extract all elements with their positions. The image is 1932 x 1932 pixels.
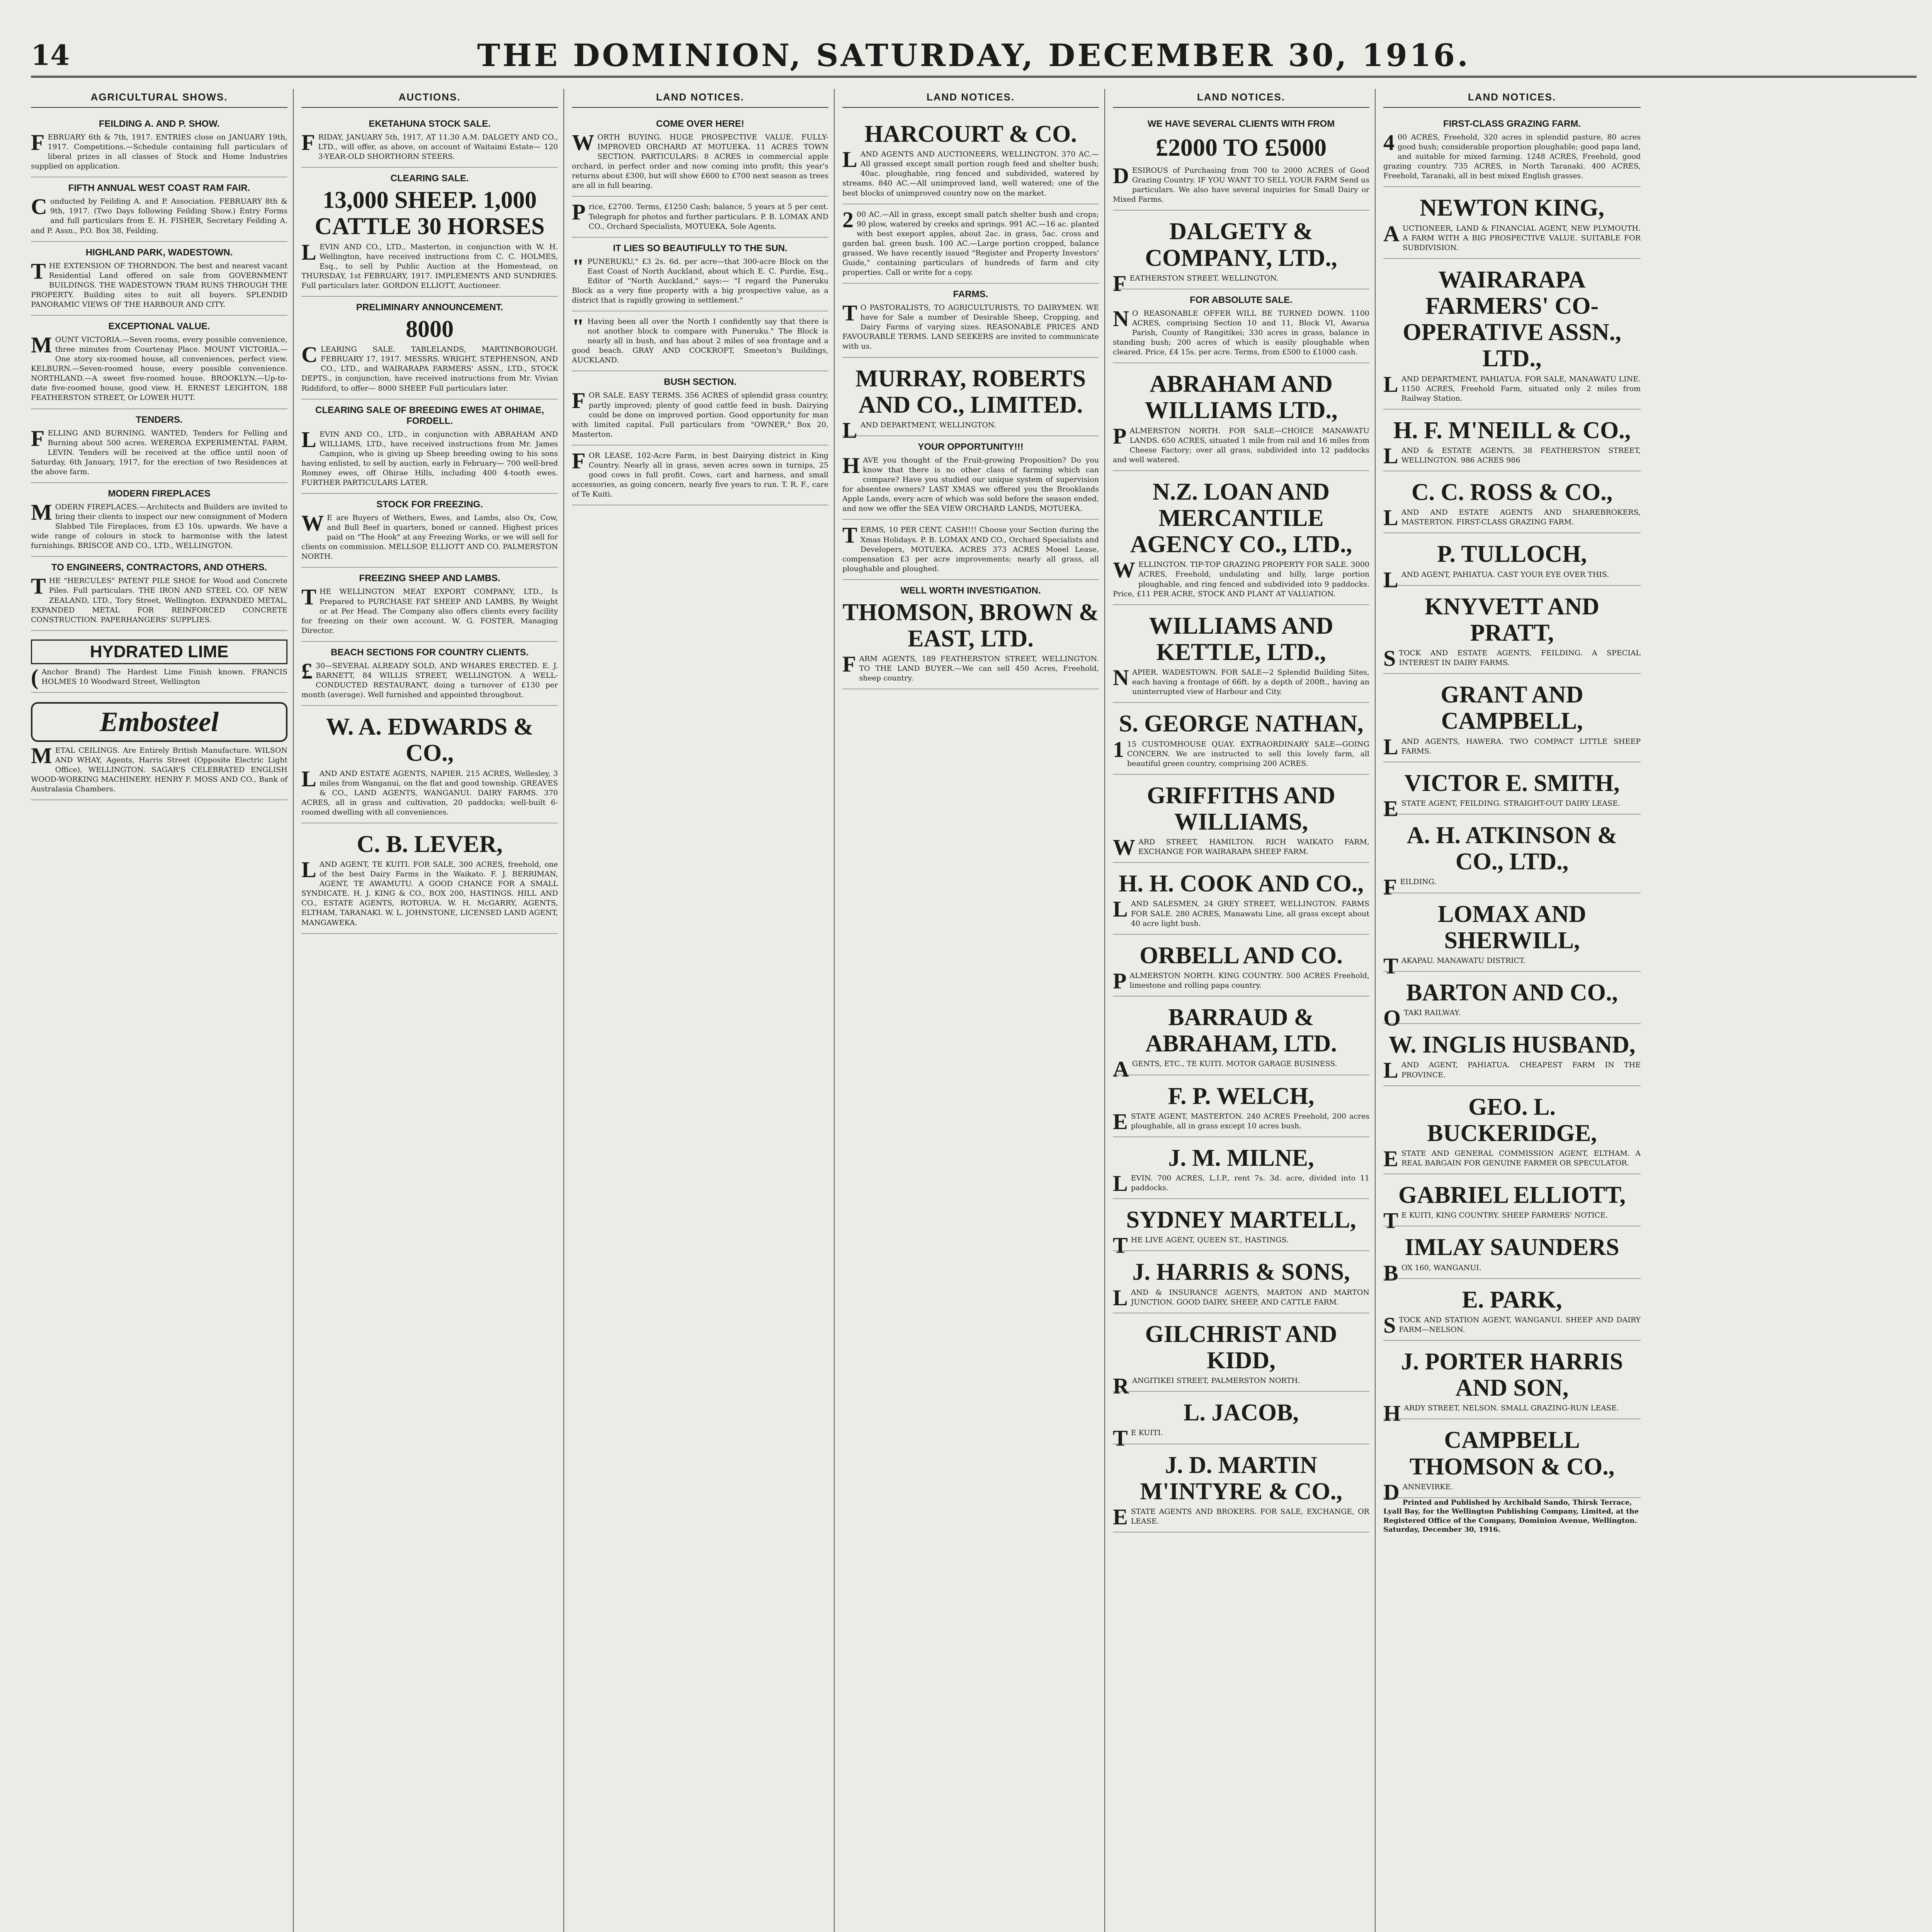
column-3 (572, 89, 835, 1932)
ad-body: LAND AGENT, TE KUITI. FOR SALE, 300 ACRES, freehold, one of the best Dairy Farms in the Waikato. F. J. BERRIMAN, AGENT, TE AWAMUTU. A GOOD CHANCE FOR A SMALL SYNDICATE. H. J. KING & CO., BOX 200, HASTINGS. HILL AND CO., ESTATE AGENTS, ROTORUA. W. H. McGARRY, AGENTS, ELTHAM, TARANAKI. W. L. JOHNSTONE, LICENSED LAND AGENT, MANGAWEKA. (301, 857, 558, 927)
ad-body: ESTATE AGENTS AND BROKERS. FOR SALE, EXCHANGE, OR LEASE. (1113, 1504, 1369, 1529)
advertiser-name: DALGETY & COMPANY, LTD., (1145, 218, 1337, 271)
advertiser-name: ORBELL AND CO. (1139, 942, 1343, 969)
column-1 (31, 89, 294, 1932)
advertisement (842, 520, 1099, 580)
ad-body: OTAKI RAILWAY. (1383, 1005, 1461, 1031)
drop-cap: T (842, 300, 857, 326)
imprint-line: Printed and Published by Archibald Sando, Thirsk Terrace, Lyall Bay, for the Wellington Publishing Company, Limited, at the Registered Office of the Company, Dominion Avenue, Wellington. Saturday, December 30, 1916. (1383, 1498, 1639, 1534)
ad-body: 2 00 AC.—All in grass, except small patch shelter bush and crops; 90 plow, watered by creeks and springs. 991 AC.—16 ac. planted with best exeport apples, about 2ac. in grass, 5ac. cross and garden bal. green bush. 100 AC.—Large portion cropped, balance grassed. We have recently issued "Register and Property Investors' Guide," containing particulars of hundreds of farm and city properties. Call or write for a copy. (842, 207, 1099, 277)
drop-cap: L (301, 857, 316, 883)
columns-container (31, 89, 1917, 1932)
ad-body: FOR LEASE, 102-Acre Farm, in best Dairying district in King Country. Nearly all in grass, seven acres sown in turnips, 25 good cows in full profit. Cows, cart and harness, and small accessories, as going concern, nearly five years to run. T. R. F., care of Te Kuiti. (572, 448, 828, 499)
drop-cap: M (31, 499, 52, 525)
advertisement (1113, 1199, 1369, 1258)
ad-body: THE "HERCULES" PATENT PILE SHOE for Wood and Concrete Piles. Full particulars. THE IRON AND STEEL CO. OF NEW ZEALAND, LTD., Tory Street, Wellington. EXPANDED METAL, EXPANDED METAL FOR REINFORCED CONCRETE CONSTRUCTION. PAPERHANGERS' SUPPLIES. (31, 573, 287, 624)
advertisement (1113, 1444, 1369, 1533)
ad-body: TERMS, 10 PER CENT. CASH!!! Choose your Section during the Xmas Holidays. P. B. LOMAX AND CO., Orchard Specialists and Developers, MOTUEKA. ACRES 373 ACRES Moeel Lease, compensation £3 per acre improvements; nearly all grass, all ploughable and ploughed. (842, 522, 1099, 573)
advertisement (1383, 471, 1641, 533)
advertisement (1383, 1024, 1641, 1086)
ad-body: LAND AND ESTATE AGENTS, NAPIER. 215 ACRES, Wellesley, 3 miles from Wanganui, on the flat and good township. GREAVES & CO., LAND AGENTS, WANGANUI. DAIRY FARMS. 370 ACRES, all in grass and cultivation, 20 paddocks; well-built 6-roomed dwelling with all conveniences. (301, 766, 558, 816)
drop-cap: L (1113, 896, 1128, 922)
ad-body: MOUNT VICTORIA.—Seven rooms, every possible convenience, three minutes from Courtenay Place. MOUNT VICTORIA.—One story six-roomed house, all conveniences, perfect view. KELBURN.—Seven-roomed house, every possible convenience. NORTHLAND.—A sweet five-roomed house. BROOKLYN.—Up-to-date five-roomed house, good view. H. ERNEST LEIGHTON, 188 FEATHERSTON STREET, Or LOWER HUTT. (31, 332, 287, 402)
ad-body: FEATHERSTON STREET. WELLINGTON. (1113, 270, 1279, 296)
ad-body: THE LIVE AGENT, QUEEN ST., HASTINGS. (1113, 1233, 1289, 1258)
drop-cap: L (1383, 1058, 1398, 1083)
advertiser-name: GRANT AND CAMPBELL, (1440, 682, 1583, 735)
ad-heading: FEILDING A. AND P. SHOW. (99, 119, 220, 129)
drop-cap: L (301, 766, 316, 791)
advertisement (1113, 1137, 1369, 1199)
drop-cap: " (572, 254, 585, 279)
drop-cap: F (31, 425, 45, 451)
drop-cap: T (1383, 953, 1398, 978)
ad-body: WELLINGTON. TIP-TOP GRAZING PROPERTY FOR SALE. 3000 ACRES, Freehold, undulating and hilly, large portion ploughable, and ring fenced and subdivided into 9 paddocks. Price, £11 PER ACRE, STOCK AND PLANT AT VALUATION. (1113, 557, 1369, 598)
ad-body: LEVIN AND CO., LTD., Masterton, in conjunction with W. H. Wellington, have received instructions from C. C. HOLMES, Esq., to sell by Public Auction at the Homestead, on THURSDAY, 1st FEBRUARY, 1917. IMPLEMENTS AND SUNDRIES. Full particulars later. GORDON ELLIOTT, Auctioneer. (301, 239, 558, 290)
drop-cap: M (31, 743, 52, 768)
drop-cap: A (1383, 221, 1400, 246)
ad-body: PALMERSTON NORTH. FOR SALE—CHOICE MANAWATU LANDS. 650 ACRES, situated 1 mile from rail and 16 miles from Cheese Factory; over all grass, subdivided into 12 paddocks and well watered. (1113, 423, 1369, 464)
ad-body: 4 00 ACRES, Freehold, 320 acres in splendid pasture, 80 acres good bush; considerable proportion ploughable; good papa land, and suitable for mixed farming. 1248 ACRES, Freehold, good grazing country. 735 ACRES, in North Taranaki. 400 ACRES, Freehold, Taranaki, all in best mixed English grasses. (1383, 130, 1641, 180)
advertisement (31, 113, 287, 177)
drop-cap: B (1383, 1260, 1398, 1286)
advertisement (31, 631, 287, 693)
drop-cap: T (1113, 1425, 1128, 1451)
ad-body: LAND AND ESTATE AGENTS AND SHAREBROKERS, MASTERTON. FIRST-CLASS GRAZING FARM. (1383, 505, 1641, 531)
advertiser-name: L. JACOB, (1184, 1400, 1299, 1426)
advertiser-name: N.Z. LOAN AND MERCANTILE AGENCY CO., LTD., (1130, 478, 1352, 558)
ad-body: AUCTIONEER, LAND & FINANCIAL AGENT, NEW PLYMOUTH. A FARM WITH A BIG PROSPECTIVE VALUE. SUITABLE FOR SUBDIVISION. (1383, 221, 1641, 252)
advertiser-name: ABRAHAM AND WILLIAMS LTD., (1145, 371, 1338, 424)
advertisement (1383, 762, 1641, 821)
drop-cap: L (1383, 443, 1398, 468)
advertisement (1383, 1279, 1641, 1341)
drop-cap: M (31, 332, 52, 358)
column-heading: LAND NOTICES. (842, 89, 1099, 108)
drop-cap: C (301, 342, 318, 367)
drop-cap: O (1383, 1005, 1401, 1031)
ad-heading: PRELIMINARY ANNOUNCEMENT. (356, 302, 503, 313)
drop-cap: L (1113, 1171, 1128, 1196)
advertiser-name: WILLIAMS AND KETTLE, LTD., (1149, 612, 1333, 665)
drop-cap: C (31, 194, 47, 219)
drop-cap: P (1113, 423, 1127, 449)
advertisement (1383, 674, 1641, 762)
drop-cap: F (301, 130, 315, 155)
drop-cap: L (301, 427, 316, 452)
advertisement (301, 823, 558, 934)
ad-body: LAND AGENT, PAHIATUA. CHEAPEST FARM IN THE PROVINCE. (1383, 1058, 1641, 1083)
advertiser-name: J. D. MARTIN M'INTYRE & CO., (1140, 1452, 1342, 1505)
ad-body: WORTH BUYING. HUGE PROSPECTIVE VALUE. FULLY-IMPROVED ORCHARD AT MOTUEKA. 11 ACRES TOWN SECTION. PARTICULARS: 8 ACRES in commercial apple orchard, in perfect order and now coming into profit; this year's returns about £300, but will show £600 to £700 next season as trees are all in full bearing. (572, 130, 828, 190)
ad-heading: TO ENGINEERS, CONTRACTORS, AND OTHERS. (51, 562, 267, 573)
drop-cap: E (1113, 1504, 1128, 1529)
advertisement (1383, 1086, 1641, 1175)
advertisement (1383, 533, 1641, 592)
advertiser-name: H. H. COOK AND CO., (1119, 871, 1364, 897)
advertisement (31, 316, 287, 409)
advertiser-name: 13,000 SHEEP. 1,000 CATTLE 30 HORSES (315, 187, 545, 240)
ad-body: 1 15 CUSTOMHOUSE QUAY. EXTRAORDINARY SALE—GOING CONCERN. We are instructed to sell this lovely farm, all beautiful green country, comprising 200 ACRES. (1113, 736, 1369, 768)
column-5 (1113, 89, 1376, 1932)
advertiser-name: HARCOURT & CO. (864, 121, 1077, 147)
drop-cap: " (572, 314, 585, 340)
ad-body: LAND & INSURANCE AGENTS, MARTON AND MARTON JUNCTION. GOOD DAIRY, SHEEP, AND CATTLE FARM. (1113, 1285, 1369, 1310)
brand-logo: Embosteel (31, 702, 287, 742)
advertisement (1383, 1419, 1641, 1505)
ad-body: CLEARING SALE. TABLELANDS, MARTINBOROUGH. FEBRUARY 17, 1917. MESSRS. WRIGHT, STEPHENSON, AND CO., LTD., and WAIRARAPA FARMERS' ASSN., LTD., STOCK DEPTS., in conjunction, have received instructions from Mr. Vivian Riddiford, to offer— 8000 SHEEP. Full particulars later. (301, 342, 558, 393)
ad-body: MODERN FIREPLACES.—Architects and Builders are invited to bring their clients to inspect our new consignment of Modern Slabbed Tile Fireplaces, from £3 10s. upwards. We have a wide range of colours in stock to harmonise with the latest furnishings. BRISCOE AND CO., LTD., WELLINGTON. (31, 499, 287, 550)
ad-heading: COME OVER HERE! (656, 119, 745, 129)
advertisement (1113, 997, 1369, 1082)
ad-body: LEVIN AND CO., LTD., in conjunction with ABRAHAM AND WILLIAMS, LTD., have received instructions from Mr. James Campion, who is giving up Sheep breeding owing to his sons having enlisted, to sell by auction, early in February— 700 well-bred Romney ewes, off Ohirae Hills, including 400 4-tooth ewes. FURTHER PARTICULARS LATER. (301, 427, 558, 487)
advertisement (1383, 1226, 1641, 1286)
drop-cap: T (1113, 1233, 1128, 1258)
advertisement (1383, 893, 1641, 978)
advertiser-name: J. HARRIS & SONS, (1132, 1259, 1350, 1286)
advertisement (842, 580, 1099, 690)
drop-cap: F (1383, 874, 1397, 900)
ad-body: BOX 160, WANGANUI. (1383, 1260, 1481, 1286)
ad-body: FEBRUARY 6th & 7th, 1917. ENTRIES close on JANUARY 19th, 1917. Competitions.—Schedule containing full particulars of liberal prizes in all classes of Stock and Home Industries supplied on application. (31, 130, 287, 171)
advertisement (301, 400, 558, 494)
advertisement (572, 371, 828, 445)
advertiser-name: HYDRATED LIME (31, 639, 287, 664)
ad-body: FRIDAY, JANUARY 5th, 1917, AT 11.30 A.M. DALGETY AND CO., LTD., will offer, as above, on account of Waitaimi Estate— 120 3-YEAR-OLD SHORTHORN STEERS. (301, 130, 558, 161)
ad-body: AGENTS, ETC., TE KUITI. MOTOR GARAGE BUSINESS. (1113, 1056, 1337, 1082)
ad-body: DANNEVIRKE. (1383, 1479, 1453, 1505)
drop-cap: W (1113, 557, 1135, 583)
ad-heading: FIFTH ANNUAL WEST COAST RAM FAIR. (68, 183, 250, 194)
ad-heading: WE HAVE SEVERAL CLIENTS WITH FROM (1147, 119, 1335, 129)
ad-body: THE WELLINGTON MEAT EXPORT COMPANY, LTD., Is Prepared to PURCHASE FAT SHEEP AND LAMBS, By Weight or at Per Head. The Company also offers clients every facility for freezing on their own account. W. G. FOSTER, Managing Director. (301, 584, 558, 635)
ad-body: Conducted by Feilding A. and P. Association. FEBRUARY 8th & 9th, 1917. (Two Days following Feilding Show.) Entry Forms and full particulars from E. H. FISHER, Secretary Feilding A. and P. Assn., P.O. Box 38, Feilding. (31, 194, 287, 235)
ad-body: TAKAPAU. MANAWATU DISTRICT. (1383, 953, 1526, 978)
ad-heading: FOR ABSOLUTE SALE. (1190, 294, 1293, 305)
advertisement (572, 113, 828, 197)
advertisement (1113, 289, 1369, 363)
advertiser-name: 8000 (406, 316, 454, 342)
advertiser-name: W. INGLIS HUSBAND, (1388, 1032, 1636, 1058)
advertiser-name: J. PORTER HARRIS AND SON, (1401, 1349, 1623, 1401)
drop-cap: F (31, 130, 45, 155)
drop-cap: L (1383, 371, 1398, 397)
advertisement (301, 706, 558, 823)
advertiser-name: E. PARK, (1462, 1286, 1562, 1313)
advertisement (572, 238, 828, 311)
advertisement (842, 113, 1099, 204)
advertiser-name: GRIFFITHS AND WILLIAMS, (1147, 782, 1335, 835)
ad-body: LAND DEPARTMENT, PAHIATUA. FOR SALE, MANAWATU LINE. 1150 ACRES, Freehold Farm, situated only 2 miles from Railway Station. (1383, 371, 1641, 403)
drop-cap: T (31, 258, 46, 284)
drop-cap: T (842, 522, 857, 548)
advertisement (1113, 935, 1369, 997)
drop-cap: L (1113, 1285, 1128, 1310)
drop-cap: F (572, 388, 586, 413)
drop-cap: 1 (1113, 736, 1124, 762)
ad-heading: IT LIES SO BEAUTIFULLY TO THE SUN. (613, 243, 787, 253)
ad-body: ESTATE AGENT, MASTERTON. 240 ACRES Freehold, 200 acres ploughable, all in grass except 10 acres bush. (1113, 1109, 1369, 1134)
ad-body: NAPIER. WADESTOWN. FOR SALE—2 Splendid Building Sites, each having a frontage of 66ft. by a depth of 200ft., having an uninterrupted view of Harbour and City. (1113, 665, 1369, 696)
advertisement (1113, 211, 1369, 296)
drop-cap: L (1383, 734, 1398, 759)
ad-heading: FARMS. (953, 289, 988, 300)
ad-heading: BUSH SECTION. (663, 377, 736, 388)
advertisement (1383, 113, 1641, 187)
ad-body: LEVIN. 700 ACRES, L.I.P., rent 7s. 3d. acre, divided into 11 paddocks. (1113, 1171, 1369, 1196)
advertiser-name: NEWTON KING, (1420, 195, 1604, 221)
ad-heading: MODERN FIREPLACES (108, 488, 211, 499)
advertiser-name: LOMAX AND SHERWILL, (1437, 901, 1587, 954)
advertisement (31, 483, 287, 557)
drop-cap: A (1113, 1056, 1129, 1082)
ad-body: LAND DEPARTMENT, WELLINGTON. (842, 417, 997, 443)
advertisement (842, 284, 1099, 357)
ad-body: ESTATE AGENT, FEILDING. STRAIGHT-OUT DAIRY LEASE. (1383, 796, 1620, 821)
ad-body: " PUNERUKU," £3 2s. 6d. per acre—that 300-acre Block on the East Coast of North Auckland, about which E. C. Purdie, Esq., Editor of "North Auckland," says:— "I regard the Puneruku Block as a very fine property with a big prospective value, as a district that is rapidly growing in settlement." (572, 254, 828, 305)
drop-cap: F (842, 651, 856, 677)
ad-heading: BEACH SECTIONS FOR COUNTRY CLIENTS. (330, 647, 529, 658)
ad-heading: CLEARING SALE. (390, 173, 469, 184)
drop-cap: W (572, 130, 594, 155)
masthead (31, 37, 1917, 78)
advertiser-name: THOMSON, BROWN & EAST, LTD. (842, 599, 1099, 652)
ad-body: RANGITIKEI STREET, PALMERSTON NORTH. (1113, 1373, 1300, 1399)
advertiser-name: S. GEORGE NATHAN, (1119, 711, 1364, 737)
drop-cap: F (1113, 270, 1127, 296)
ad-heading: FIRST-CLASS GRAZING FARM. (1443, 119, 1581, 129)
advertiser-name: C. C. ROSS & CO., (1411, 479, 1613, 506)
advertisement (1113, 1392, 1369, 1451)
ad-heading: EKETAHUNA STOCK SALE. (369, 119, 491, 129)
advertisement (1113, 363, 1369, 471)
advertisement (842, 436, 1099, 520)
drop-cap: T (31, 573, 46, 599)
advertisement (1113, 1251, 1369, 1313)
advertisement (1383, 1341, 1641, 1426)
advertiser-name: VICTOR E. SMITH, (1404, 770, 1620, 796)
drop-cap: L (1383, 567, 1398, 592)
column-2 (301, 89, 564, 1932)
advertiser-name: CAMPBELL THOMSON & CO., (1409, 1427, 1615, 1480)
ad-body: WARD STREET, HAMILTON. RICH WAIKATO FARM, EXCHANGE FOR WAIRARAPA SHEEP FARM. (1113, 835, 1369, 860)
advertisement (31, 557, 287, 631)
ad-body: STOCK AND STATION AGENT, WANGANUI. SHEEP AND DAIRY FARM—NELSON. (1383, 1312, 1641, 1338)
drop-cap: W (1113, 835, 1135, 860)
ad-body: FOR SALE. EASY TERMS. 356 ACRES of splendid grass country, partly improved; plenty of good cattle feed in bush. Dairying could be done on improved portion. Good opportunity for man with limited capital. Full particulars from "OWNER," Box 20, Masterton. (572, 388, 828, 439)
advertisement (842, 204, 1099, 284)
drop-cap: 4 (1383, 130, 1395, 155)
advertisement (31, 242, 287, 316)
drop-cap: R (1113, 1373, 1129, 1399)
column-heading: AUCTIONS. (301, 89, 558, 108)
ad-heading: CLEARING SALE OF BREEDING EWES AT OHIMAE, FORDELL. (315, 405, 544, 426)
advertisement (1113, 113, 1369, 211)
ad-body: FELLING AND BURNING. WANTED, Tenders for Felling and Burning about 500 acres. WEREROA EXPERIMENTAL FARM, LEVIN. Tenders will be received at the office until noon of Saturday, 6th January, 1917, for the erection of two Residences at the above farm. (31, 425, 287, 476)
ad-body: Price, £2700. Terms, £1250 Cash; balance, 5 years at 5 per cent. Telegraph for photos and further particulars. P. B. LOMAX AND CO., Orchard Specialists, MOTUEKA, Sole Agents. (572, 199, 828, 231)
advertisement (1383, 1174, 1641, 1233)
advertisement (1383, 586, 1641, 674)
advertisement (1383, 410, 1641, 471)
advertisement (1113, 1313, 1369, 1399)
column-heading: LAND NOTICES. (1383, 89, 1641, 108)
drop-cap: E (1113, 1109, 1128, 1134)
ad-body: N O REASONABLE OFFER WILL BE TURNED DOWN. 1100 ACRES, comprising Section 10 and 11, Block VI, Awarua Parish, County of Rangitikei; 330 acres in grass, balance in standing bush; 200 acres of which is easily ploughable when cleared. Price, £4 15s. per acre. Terms, from £500 to £1000 cash. (1113, 306, 1369, 357)
advertiser-name: SYDNEY MARTELL, (1126, 1207, 1356, 1233)
advertiser-name: GILCHRIST AND KIDD, (1145, 1321, 1337, 1374)
advertisement (1113, 471, 1369, 605)
advertiser-name: J. M. MILNE, (1168, 1145, 1314, 1171)
ad-heading: FREEZING SHEEP AND LAMBS. (359, 573, 500, 584)
drop-cap: D (1113, 163, 1129, 188)
advertisement (1383, 187, 1641, 259)
drop-cap: H (842, 452, 860, 478)
ad-body: DESIROUS of Purchasing from 700 to 2000 ACRES of Good Grazing Country. IF YOU WANT TO SELL YOUR FARM Send us particulars. We also have several inquiries for Small Dairy or Mixed Farms. (1113, 163, 1369, 204)
drop-cap: P (1113, 968, 1127, 993)
advertisement (1113, 1075, 1369, 1137)
drop-cap: T (301, 584, 316, 610)
advertiser-name: BARTON AND CO., (1406, 979, 1618, 1006)
drop-cap: L (842, 147, 857, 172)
drop-cap: E (1383, 1146, 1398, 1171)
ad-body: T O PASTORALISTS, TO AGRICULTURISTS, TO DAIRYMEN. WE have for Sale a number of Desirable Sheep, Cropping, and Dairy Farms of varying sizes. REASONABLE PRICES AND FAVOURABLE TERMS. LAND SEEKERS are invited to communicate with us. (842, 300, 1099, 351)
drop-cap: S (1383, 1312, 1396, 1338)
advertiser-name: A. H. ATKINSON & CO., LTD., (1406, 822, 1617, 875)
drop-cap: L (842, 417, 857, 443)
drop-cap: F (572, 448, 586, 473)
advertiser-name: WAIRARAPA FARMERS' CO-OPERATIVE ASSN., LTD., (1403, 266, 1621, 372)
advertiser-name: IMLAY SAUNDERS (1405, 1234, 1619, 1261)
ad-heading: HIGHLAND PARK, WADESTOWN. (85, 247, 233, 258)
ad-body: STOCK AND ESTATE AGENTS, FEILDING. A SPECIAL INTEREST IN DAIRY FARMS. (1383, 646, 1641, 671)
drop-cap: L (301, 239, 316, 265)
advertiser-name: GEO. L. BUCKERIDGE, (1427, 1094, 1597, 1146)
advertiser-name: MURRAY, ROBERTS AND CO., LIMITED. (855, 365, 1086, 418)
ad-body: THE EXTENSION OF THORNDON. The best and nearest vacant Residential Land offered on sale from GOVERNMENT BUILDINGS. THE WADESTOWN TRAM RUNS THROUGH THE PROPERTY. Building sites to suit all buyers. SPLENDID PANORAMIC VIEWS OF THE HARBOUR AND CITY. (31, 258, 287, 309)
advertisement (1113, 703, 1369, 774)
advertisement (1383, 259, 1641, 410)
advertisement (301, 297, 558, 400)
advertiser-name: H. F. M'NEILL & CO., (1393, 417, 1631, 444)
advertisement (301, 642, 558, 706)
column-heading: AGRICULTURAL SHOWS. (31, 89, 287, 108)
ad-heading: WELL WORTH INVESTIGATION. (900, 585, 1041, 596)
drop-cap: T (1383, 1208, 1398, 1233)
advertiser-name: P. TULLOCH, (1437, 541, 1587, 568)
ad-body: HAVE you thought of the Fruit-growing Proposition? Do you know that there is no other class of farming which can compare? Have you studied our unique system of supervision for absentee owners? LAST XMAS we offered you the Brooklands Apple Lands, every acre of which was sold before the season ended, and now we offer the SEA VIEW ORCHARD LANDS, MOTUEKA. (842, 452, 1099, 513)
advertiser-name: GABRIEL ELLIOTT, (1398, 1182, 1626, 1209)
ad-body: LAND AGENT, PAHIATUA. CAST YOUR EYE OVER THIS. (1383, 567, 1609, 592)
drop-cap: L (1383, 505, 1398, 531)
newspaper-title: THE DOMINION, SATURDAY, DECEMBER 30, 1916. (477, 37, 1471, 73)
ad-body: ESTATE AND GENERAL COMMISSION AGENT, ELTHAM. A REAL BARGAIN FOR GENUINE FARMER OR SPECULATOR. (1383, 1146, 1641, 1171)
advertisement (1113, 605, 1369, 703)
ad-body: T E KUITI, KING COUNTRY. SHEEP FARMERS' NOTICE. (1383, 1208, 1608, 1233)
column-6 (1383, 89, 1646, 1932)
ad-body: £ 30—SEVERAL ALREADY SOLD, AND WHARES ERECTED. E. J. BARNETT, 84 WILLIS STREET, WELLINGTON. A WELL-CONDUCTED RESTAURANT, doing a turnover of £130 per month (average). Well furnished and appointed throughout. (301, 658, 558, 699)
ad-body: T E KUITI. (1113, 1425, 1163, 1451)
advertisement (1383, 815, 1641, 900)
advertisement (572, 446, 828, 505)
drop-cap: ( (31, 664, 39, 690)
advertisement (301, 168, 558, 297)
ad-body: HARDY STREET, NELSON. SMALL GRAZING-RUN LEASE. (1383, 1401, 1619, 1426)
advertisement (842, 358, 1099, 443)
ad-body: FARM AGENTS, 189 FEATHERSTON STREET, WELLINGTON. TO THE LAND BUYER.—We can sell 450 Acres, Freehold, sheep country. (842, 651, 1099, 683)
column-heading: LAND NOTICES. (572, 89, 828, 108)
drop-cap: W (301, 510, 324, 536)
advertiser-name: C. B. LEVER, (357, 831, 503, 857)
advertisement (1113, 863, 1369, 934)
advertiser-name: W. A. EDWARDS & CO., (326, 714, 534, 767)
advertisement (1383, 972, 1641, 1031)
drop-cap: D (1383, 1479, 1400, 1505)
ad-body: LAND AGENTS, HAWERA. TWO COMPACT LITTLE SHEEP FARMS. (1383, 734, 1641, 759)
ad-body: METAL CEILINGS. Are Entirely British Manufacture. WILSON AND WHAY, Agents, Harris Street (Opposite Electric Light Office), WELLINGTON. SAGAR'S CELEBRATED ENGLISH WOOD-WORKING MACHINERY. HENRY F. MOSS AND CO., Bank of Australasia Chambers. (31, 743, 287, 794)
drop-cap: N (1113, 665, 1129, 690)
ad-body: LAND & ESTATE AGENTS, 38 FEATHERSTON STREET, WELLINGTON. 986 ACRES 986 (1383, 443, 1641, 468)
drop-cap: E (1383, 796, 1398, 821)
advertisement (572, 311, 828, 371)
drop-cap: N (1113, 306, 1129, 331)
drop-cap: S (1383, 646, 1396, 671)
drop-cap: £ (301, 658, 313, 684)
ad-heading: EXCEPTIONAL VALUE. (108, 321, 210, 332)
ad-body: LAND AGENTS AND AUCTIONEERS, WELLINGTON. 370 AC.—All grassed except small portion rough feed and shelter bush; 40ac. ploughable, ring fenced and subdivided, watered by streams. 840 AC.—All unimproved land, well watered; one of the best blocks of unimproved country now on the market. (842, 147, 1099, 197)
advertisement (301, 568, 558, 641)
ad-heading: TENDERS. (136, 414, 183, 425)
ad-body: " Having been all over the North I confidently say that there is not another block to compare with Puneruku." The Block is nearly all in bush, and has about 2 miles of sea frontage and a good beach. GRAY AND COCKROFT, Smeeton's Buildings, AUCKLAND. (572, 314, 828, 365)
ad-body: LAND SALESMEN, 24 GREY STREET, WELLINGTON. FARMS FOR SALE. 280 ACRES, Manawatu Line, all grass except about 40 acre light bush. (1113, 896, 1369, 928)
advertiser-name: BARRAUD & ABRAHAM, LTD. (1145, 1004, 1337, 1057)
ad-heading: YOUR OPPORTUNITY!!! (918, 441, 1024, 452)
advertiser-name: KNYVETT AND PRATT, (1425, 593, 1599, 646)
ad-body: ( Anchor Brand) The Hardest Lime Finish known. FRANCIS HOLMES 10 Woodward Street, Wellington (31, 664, 287, 690)
advertisement (1113, 775, 1369, 863)
drop-cap: P (572, 199, 586, 225)
advertisement (301, 494, 558, 568)
advertisement (31, 409, 287, 483)
price-range: £2000 TO £5000 (1155, 134, 1327, 161)
column-4 (842, 89, 1105, 1932)
advertisement (572, 197, 828, 237)
advertisement (301, 113, 558, 168)
drop-cap: H (1383, 1401, 1401, 1426)
advertisement (31, 693, 287, 800)
ad-body: PALMERSTON NORTH. KING COUNTRY. 500 ACRES Freehold, limestone and rolling papa country. (1113, 968, 1369, 993)
ad-heading: STOCK FOR FREEZING. (376, 499, 483, 510)
column-heading: LAND NOTICES. (1113, 89, 1369, 108)
drop-cap: 2 (842, 207, 854, 232)
advertiser-name: F. P. WELCH, (1168, 1083, 1315, 1109)
advertisement (31, 177, 287, 242)
page-number: 14 (31, 39, 70, 71)
ad-body: FEILDING. (1383, 874, 1437, 900)
ad-body: W E are Buyers of Wethers, Ewes, and Lambs, also Ox, Cow, and Bull Beef in quarters, boned or canned. Highest prices paid on "The Hook" at any Freezing Works, or we will sell for clients on commission. MELLSOP, ELLIOTT AND CO. PALMERSTON NORTH. (301, 510, 558, 561)
